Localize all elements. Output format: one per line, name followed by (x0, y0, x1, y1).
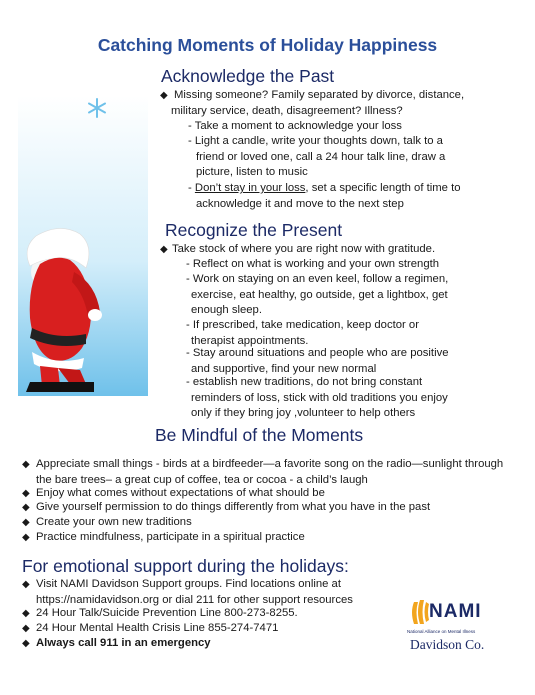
mindful-item-3 (22, 500, 430, 516)
past-sub-2-line-2: friend or loved one, call a 24 hour talk line, draw a (196, 150, 446, 163)
present-sub-3-line-1: - If prescribed, take medication, keep doctor or (186, 319, 419, 331)
mindful-item-4-line: Create your own new traditions (36, 516, 192, 528)
past-bullet-line-2: military service, death, disagreement? Illness? (171, 104, 403, 117)
support-item-2-line: 24 Hour Talk/Suicide Prevention Line 800-273-8255. (36, 607, 298, 619)
present-sub-5-line-2: reminders of loss, stick with old traditions you enjoy (191, 391, 448, 404)
past-sub-1 (188, 119, 402, 135)
present-sub-2 (186, 272, 448, 319)
mindful-item-4 (22, 515, 192, 531)
support-item-3 (22, 621, 278, 637)
nami-logo-subtitle: National Alliance on Mental Illness (407, 629, 476, 634)
mindful-item-5-line: Practice mindfulness, participate in a spiritual practice (36, 531, 305, 543)
support-item-2 (22, 606, 298, 622)
support-item-1-line-2: https://namidavidson.org or dial 211 for other support resources (36, 593, 353, 606)
bullet-dot-icon: ◆ (22, 608, 30, 619)
present-sub-1-line: - Reflect on what is working and your own strength (186, 258, 440, 270)
present-sub-5 (186, 375, 448, 422)
bullet-dot-icon: ◆ (160, 244, 168, 255)
present-sub-2-line-1: - Work on staying on an even keel, follow a regimen, (186, 273, 449, 285)
bullet-dot-icon: ◆ (22, 488, 30, 499)
bullet-dot-icon: ◆ (22, 623, 30, 634)
present-sub-4-line-2: and supportive, find your new normal (191, 362, 377, 375)
support-emergency-line: Always call 911 in an emergency (36, 637, 211, 649)
present-bullet-line: Take stock of where you are right now with gratitude. (172, 243, 436, 255)
heading-be-mindful: Be Mindful of the Moments (155, 425, 364, 445)
present-bullet (160, 242, 435, 258)
past-sub-1-line: - Take a moment to acknowledge your loss (188, 120, 402, 132)
support-item-3-line: 24 Hour Mental Health Crisis Line 855-274-7471 (36, 622, 279, 634)
bullet-dot-icon: ◆ (22, 502, 30, 513)
past-sub-3-line-2: acknowledge it and move to the next step (196, 197, 404, 210)
present-sub-3 (186, 318, 419, 349)
past-sub-2-line-1: - Light a candle, write your thoughts down, talk to a (188, 135, 443, 147)
present-sub-5-line-3: only if they bring joy ,volunteer to help others (191, 407, 416, 419)
mindful-item-1-line-2: the bare trees– a great cup of coffee, tea or cocoa - a child’s laugh (36, 473, 368, 486)
present-sub-3-line-2: therapist appointments. (191, 334, 309, 347)
present-sub-2-line-2: exercise, eat healthy, go outside, get a lightbox, get (191, 288, 448, 301)
present-sub-5-line-1: - establish new traditions, do not bring constant (186, 376, 423, 388)
bullet-dot-icon: ◆ (22, 579, 30, 590)
past-sub-3-dash: - (188, 182, 195, 194)
mindful-item-5 (22, 530, 305, 546)
present-sub-2-line-3: enough sleep. (191, 304, 262, 316)
past-sub-2 (188, 134, 445, 181)
support-emergency (22, 636, 211, 652)
mindful-item-1 (22, 457, 503, 488)
bullet-dot-icon: ◆ (22, 638, 30, 649)
present-sub-4 (186, 346, 449, 377)
mindful-item-3-line: Give yourself permission to do things differently from what you have in the past (36, 501, 431, 513)
support-item-1 (22, 577, 353, 608)
past-bullet (160, 88, 464, 119)
mindful-item-1-line-1: Appreciate small things - birds at a birdfeeder—a favorite song on the radio—sunlight through (36, 458, 504, 470)
page-title: Catching Moments of Holiday Happiness (97, 35, 438, 55)
past-sub-2-line-3: picture, listen to music (196, 166, 308, 178)
bullet-dot-icon: ◆ (22, 532, 30, 543)
mindful-item-2-line: Enjoy what comes without expectations of what should be (36, 487, 325, 499)
heading-recognize-present: Recognize the Present (165, 220, 343, 240)
heading-emotional-support: For emotional support during the holidays: (22, 556, 349, 576)
past-sub-3-underlined: Don’t stay in your loss (194, 182, 306, 194)
bullet-dot-icon: ◆ (22, 459, 30, 470)
bullet-dot-icon: ◆ (22, 517, 30, 528)
present-sub-1 (186, 257, 439, 273)
nami-logo-word: NAMI (429, 601, 482, 622)
past-sub-3 (188, 181, 461, 212)
support-item-1-line-1: Visit NAMI Davidson Support groups. Find locations online at (36, 578, 341, 590)
past-bullet-line-1: Missing someone? Family separated by divorce, distance, (174, 89, 465, 101)
past-sub-3-rest: , set a specific length of time to (305, 182, 461, 194)
bullet-dot-icon: ◆ (160, 90, 168, 101)
present-sub-4-line-1: - Stay around situations and people who are positive (186, 347, 449, 359)
santa-illustration (0, 96, 148, 396)
nami-logo-location: Davidson Co. (410, 637, 485, 652)
heading-acknowledge-past: Acknowledge the Past (161, 66, 335, 86)
